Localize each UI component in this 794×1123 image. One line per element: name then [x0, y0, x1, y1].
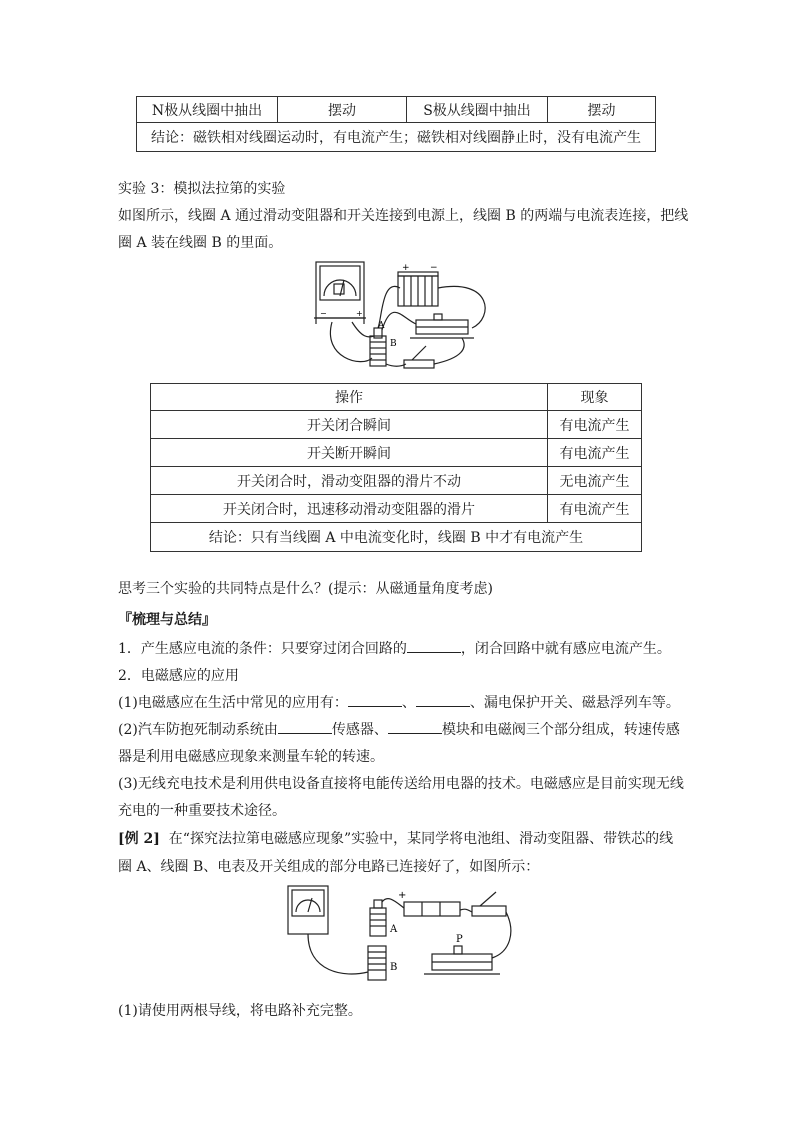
table-cell: 有电流产生: [548, 411, 642, 439]
text: 、: [401, 695, 416, 711]
label-b: B: [390, 339, 397, 349]
table-cell: N极从线圈中抽出: [137, 97, 278, 123]
fill-blank[interactable]: [348, 694, 402, 707]
meter-plus-label: +: [356, 309, 363, 318]
think-question: 思考三个实验的共同特点是什么？(提示：从磁通量角度考虑): [118, 581, 493, 597]
paragraph-line: 如图所示，线圈 A 通过滑动变阻器和开关连接到电源上，线圈 B 的两端与电流表连接，把线: [118, 208, 689, 224]
fill-blank[interactable]: [388, 721, 442, 734]
fill-blank[interactable]: [278, 721, 332, 734]
text: 在“探究法拉第电磁感应现象”实验中，某同学将电池组、滑动变阻器、带铁芯的线: [168, 831, 674, 847]
table-cell: 开关断开瞬间: [151, 439, 548, 467]
label-b: B: [390, 962, 398, 973]
text: (1)电磁感应在生活中常见的应用有：: [118, 695, 348, 711]
paragraph-line: 圈 A、线圈 B、电表及开关组成的部分电路已连接好了，如图所示：: [118, 859, 540, 875]
fill-blank[interactable]: [407, 640, 461, 653]
label-p: P: [456, 934, 463, 945]
battery-minus-label: −: [430, 263, 438, 273]
figure-partial-circuit: [284, 882, 516, 990]
summary-point-3: (3)无线充电技术是利用供电设备直接将电能传送给用电器的技术。电磁感应是目前实现无线: [118, 776, 684, 792]
table-row: [151, 523, 642, 552]
table-faraday-experiment: [150, 383, 642, 552]
battery-plus-label: +: [398, 890, 407, 901]
table-row: [137, 123, 656, 152]
text: 传感器、: [331, 722, 388, 738]
table-row: [137, 97, 656, 123]
table-magnet-experiment: [136, 96, 656, 152]
meter-minus-label: −: [320, 309, 327, 318]
paragraph-line: 充电的一种重要技术途径。: [118, 803, 286, 819]
table-row: [151, 439, 642, 467]
summary-item-1: [118, 638, 671, 658]
paragraph-line: 圈 A 装在线圈 B 的里面。: [118, 235, 283, 251]
table-cell: 有电流产生: [548, 439, 642, 467]
summary-item-2: 2．电磁感应的应用: [118, 668, 239, 684]
table-cell: 开关闭合时，迅速移动滑动变阻器的滑片: [151, 495, 548, 523]
table-row: [151, 495, 642, 523]
battery-plus-label: +: [402, 263, 410, 273]
summary-heading: 『梳理与总结』: [118, 612, 216, 628]
example-line: [118, 828, 673, 848]
table-row: [151, 411, 642, 439]
table-row: [151, 467, 642, 495]
table-cell: 有电流产生: [548, 495, 642, 523]
table-cell: S极从线圈中抽出: [407, 97, 548, 123]
table-header-row: [151, 384, 642, 411]
label-a: A: [378, 321, 385, 331]
experiment-title: 实验 3：模拟法拉第的实验: [118, 181, 286, 197]
coil-a-icon: [370, 908, 386, 936]
table-conclusion: 结论：磁铁相对线圈运动时，有电流产生；磁铁相对线圈静止时，没有电流产生: [137, 123, 656, 152]
question-1: (1)请使用两根导线，将电路补充完整。: [118, 1003, 362, 1019]
text: (2)汽车防抱死制动系统由: [118, 722, 278, 738]
battery-icon: [404, 902, 460, 916]
table-cell: 摆动: [548, 97, 656, 123]
text: 模块和电磁阀三个部分组成，转速传感: [441, 722, 680, 738]
table-cell: 无电流产生: [548, 467, 642, 495]
column-header: 现象: [548, 384, 642, 411]
text: 1．产生感应电流的条件：只要穿过闭合回路的: [118, 641, 407, 657]
example-tag: [例 2]: [118, 831, 160, 847]
table-cell: 开关闭合时，滑动变阻器的滑片不动: [151, 467, 548, 495]
paragraph-line: 器是利用电磁感应现象来测量车轮的转速。: [118, 749, 384, 765]
text: 、漏电保护开关、磁悬浮列车等。: [469, 695, 680, 711]
coil-b-icon: [368, 946, 386, 980]
coil-b-icon: [370, 336, 386, 366]
switch-icon: [472, 906, 506, 916]
table-conclusion: 结论：只有当线圈 A 中电流变化时，线圈 B 中才有电流产生: [151, 523, 642, 552]
text: ，闭合回路中就有感应电流产生。: [460, 641, 671, 657]
table-cell: 开关闭合瞬间: [151, 411, 548, 439]
fill-blank[interactable]: [416, 694, 470, 707]
table-cell: 摆动: [278, 97, 407, 123]
summary-point-2: [118, 719, 680, 739]
figure-faraday-apparatus: [312, 258, 498, 378]
label-a: A: [390, 924, 398, 935]
switch-icon: [404, 360, 434, 368]
summary-point-1: [118, 692, 680, 712]
column-header: 操作: [151, 384, 548, 411]
